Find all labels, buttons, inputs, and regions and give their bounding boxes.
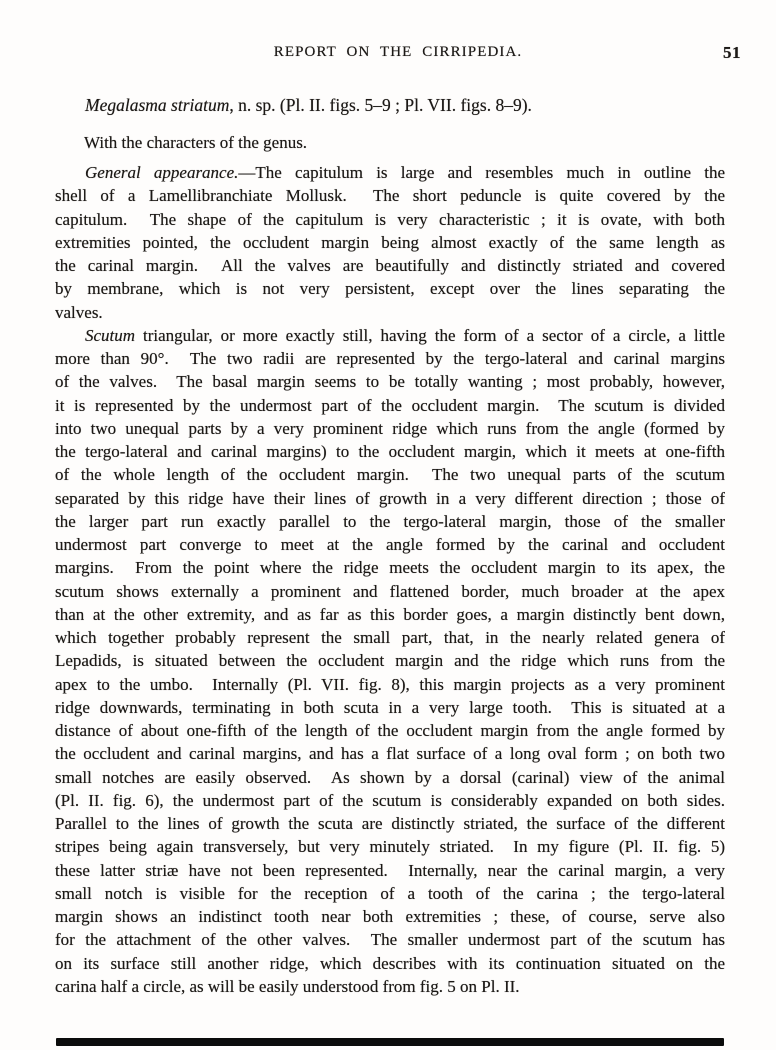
text-line: which together probably represent the small part, that, in the nearly related genera of <box>55 628 725 647</box>
text-line: the occludent and carinal margins, and has a flat surface of a long oval form ; on both two <box>55 744 725 764</box>
text-line: the tergo-lateral and carinal margins) to the occludent margin, which it meets at one-fifth <box>55 442 725 461</box>
text-line: Parallel to the lines of growth the scuta are distinctly striated, the surface of the different <box>55 814 725 833</box>
text-line: small notches are easily observed. As shown by a dorsal (carinal) view of the animal <box>55 767 725 787</box>
text-line: valves. <box>55 302 103 322</box>
text-line: these latter striæ have not been represented. Internally, near the carinal margin, a very <box>55 860 725 880</box>
species-heading-rest: , n. sp. (Pl. II. figs. 5–9 ; Pl. VII. figs. 8–9). <box>229 95 532 115</box>
text-line: more than 90°. The two radii are represented by the tergo-lateral and carinal margins <box>55 349 725 368</box>
text-line: into two unequal parts by a very prominent ridge which runs from the angle (formed by <box>55 418 725 438</box>
text-line: it is represented by the undermost part of the occludent margin. The scutum is divided <box>55 395 725 415</box>
text-line: small notch is visible for the reception of a tooth of the carina ; the tergo-lateral <box>55 883 725 903</box>
running-title: REPORT ON THE CIRRIPEDIA. <box>273 44 523 60</box>
text-line: carina half a circle, as will be easily understood from fig. 5 on Pl. II. <box>55 976 520 996</box>
text-line: shell of a Lamellibranchiate Mollusk. The short peduncle is quite covered by the <box>55 186 725 206</box>
intro-line: With the characters of the genus. <box>84 133 308 152</box>
species-heading <box>55 95 735 116</box>
text-line: the carinal margin. All the valves are beautifully and distinctly striated and covered <box>55 256 725 275</box>
text-line: Lepadids, is situated between the occludent margin and the ridge which runs from the <box>55 651 725 671</box>
text-line: of the whole length of the occludent margin. The two unequal parts of the scutum <box>55 465 725 485</box>
text-line: General appearance.—The capitulum is large and resembles much in outline the <box>85 163 725 182</box>
text-line: on its surface still another ridge, which describes with its continuation situated on the <box>55 953 725 973</box>
bottom-scan-artifact-bar <box>56 1038 724 1046</box>
text-line: undermost part converge to meet at the angle formed by the carinal and occludent <box>55 535 725 554</box>
text-line: apex to the umbo. Internally (Pl. VII. fig. 8), this margin projects as a very prominent <box>55 674 725 694</box>
text-line: Scutum triangular, or more exactly still, having the form of a sector of a circle, a little <box>85 325 725 345</box>
page-header <box>55 44 741 66</box>
body-text <box>55 161 725 998</box>
species-name-italic: Megalasma striatum <box>85 95 230 115</box>
text-line: of the valves. The basal margin seems to be totally wanting ; most probably, however, <box>55 372 725 392</box>
text-line: capitulum. The shape of the capitulum is very characteristic ; it is ovate, with both <box>55 209 725 229</box>
text-line: extremities pointed, the occludent margin being almost exactly of the same length as <box>55 232 725 252</box>
text-line: (Pl. II. fig. 6), the undermost part of the scutum is considerably expanded on both sides. <box>55 790 725 810</box>
text-line: margins. From the point where the ridge meets the occludent margin to its apex, the <box>55 558 725 578</box>
text-line: stripes being again transversely, but very minutely striated. In my figure (Pl. II. fig. 5) <box>55 837 725 857</box>
text-line: for the attachment of the other valves. The smaller undermost part of the scutum has <box>55 930 725 950</box>
text-line: distance of about one-fifth of the length of the occludent margin from the angle formed by <box>55 721 725 740</box>
italic-lead: Scutum <box>85 325 136 345</box>
text-line: separated by this ridge have their lines of growth in a very different direction ; those of <box>55 488 725 508</box>
italic-lead: General appearance. <box>85 163 239 182</box>
text-line: by membrane, which is not very persistent, except over the lines separating the <box>55 279 725 299</box>
text-line: margin shows an indistinct tooth near both extremities ; these, of course, serve also <box>55 907 725 926</box>
text-line: the larger part run exactly parallel to the tergo-lateral margin, those of the smaller <box>55 511 725 531</box>
text-line: scutum shows externally a prominent and flattened border, much broader at the apex <box>55 581 725 601</box>
text-line: than at the other extremity, and as far as this border goes, a margin distinctly bent down, <box>55 604 725 624</box>
text-line: ridge downwards, terminating in both scuta in a very large tooth. This is situated at a <box>55 697 725 717</box>
page-number: 51 <box>723 43 741 62</box>
